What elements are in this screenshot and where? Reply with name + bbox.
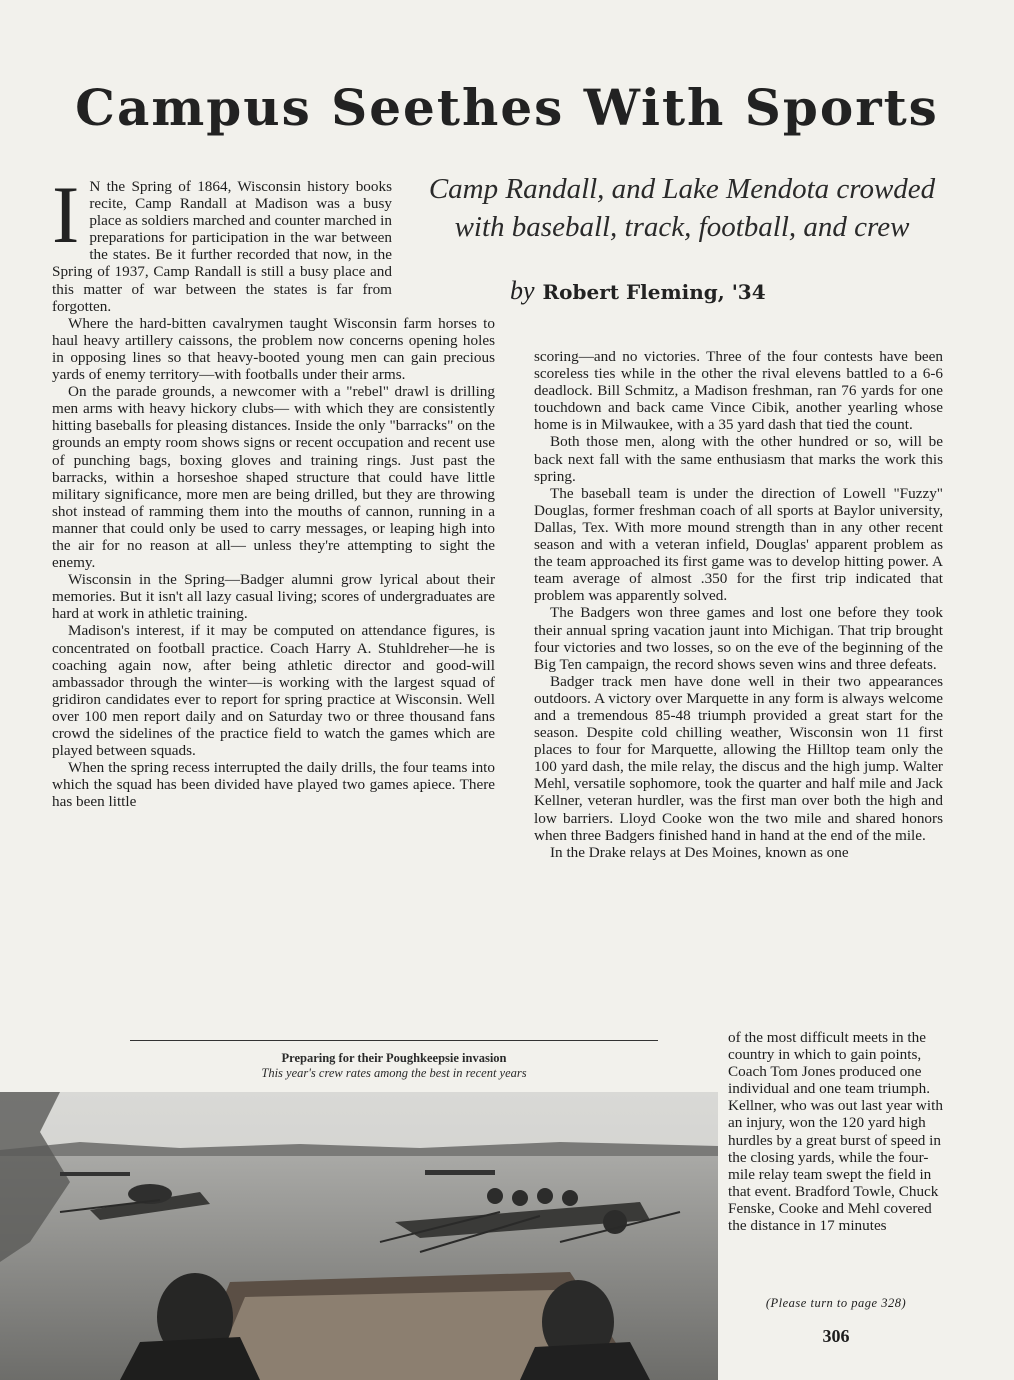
paragraph-2: Where the hard-bitten cavalrymen taught Wisconsin farm horses to haul heavy artillery caissons, the problem now concerns opening holes in opposing lines so that heavy-booted young men can gain precious yards of enemy territory—with footballs under their arms. bbox=[52, 314, 495, 384]
wrap-paragraph: of the most difficult meets in the country in which to gain points, Coach Tom Jones produced one individual and one team triumph. Kellner, who was out last year with an injury, won the 120 yard high hurdles by a great burst of speed in the closing yards, while the four-mile relay team swept the field in that event. Bradford Towle, Chuck Fenske, Cooke and Mehl covered the distance in 17 minutes bbox=[728, 1029, 943, 1235]
byline-author: Robert Fleming, '34 bbox=[542, 280, 766, 304]
drop-cap: I bbox=[52, 169, 80, 260]
caption-rule bbox=[130, 1040, 658, 1041]
photo-caption-title: Preparing for their Poughkeepsie invasion bbox=[281, 1051, 507, 1065]
photo-caption-subtitle: This year's crew rates among the best in recent years bbox=[261, 1066, 527, 1080]
continued-note: (Please turn to page 328) bbox=[765, 1296, 907, 1310]
paragraph-3: On the parade grounds, a newcomer with a "rebel" drawl is drilling men arms with heavy hickory clubs— with which they are consistently hitting baseballs for pleasing distances. Inside the only "barracks" on the grounds an empty room shows signs or recent occupation and recent use of punching bags, boxing gloves and training rings. Just past the barracks, within a horseshoe shaped structure that could have little military significance, more men are being drilled, but they are throwing shot instead of ramming them into the mouths of cannon, running in a manner that could only be used to carry messages, or leaping high into the air for no reason at all— unless they're attempting to sight the enemy. bbox=[52, 383, 495, 572]
paragraph-6: When the spring recess interrupted the daily drills, the four teams into which the squad has been divided have played two games apiece. There has been little bbox=[52, 759, 495, 811]
left-column bbox=[52, 169, 495, 811]
byline bbox=[510, 276, 910, 306]
paragraph-9: The baseball team is under the direction of Lowell "Fuzzy" Douglas, former freshman coach of all sports at Baylor university, Dallas, Tex. With more mound strength than in any other recent season and with a veteran infield, Douglas' apparent problem as the team approached its first game was to develop hitting power. A team average of almost .350 for the first trip indicated that problem was apparently solved. bbox=[534, 484, 943, 605]
right-column bbox=[534, 348, 943, 861]
paragraph-10: The Badgers won three games and lost one before they took their annual spring vacation jaunt into Michigan. That trip brought four victories and two losses, so on the eve of the beginning of the Big Ten campaign, the record shows seven wins and three defeats. bbox=[534, 604, 943, 673]
paragraph-1: I N the Spring of 1864, Wisconsin history books recite, Camp Randall at Madison was a busy place as soldiers marched and counter marched in preparations for participation in the war between the states. Be it further recorded that now, in the Spring of 1937, Camp Randall is still a busy place and this matter of war between the states is far from forgotten. bbox=[52, 169, 392, 315]
subtitle-line-1: Camp Randall, and Lake Mendota crowded bbox=[428, 173, 936, 205]
byline-prefix: by bbox=[510, 276, 535, 305]
paragraph-4: Wisconsin in the Spring—Badger alumni grow lyrical about their memories. But it isn't all lazy casual living; scores of undergraduates are hard at work in athletic training. bbox=[52, 571, 495, 623]
article-title: Campus Seethes With Sports bbox=[75, 78, 939, 137]
paragraph-12: In the Drake relays at Des Moines, known as one bbox=[550, 843, 849, 861]
paragraph-5: Madison's interest, if it may be computed on attendance figures, is concentrated on football practice. Coach Harry A. Stuhldreher—he is coaching again now, after being athletic director and good-will ambassador through the winter—is working with the largest squad of gridiron candidates ever to report for spring practice at Wisconsin. Well over 100 men report daily and on Saturday two or three thousand fans crowd the sidelines of the practice field to watch the games which are played between squads. bbox=[52, 622, 495, 760]
page-number: 306 bbox=[822, 1326, 850, 1346]
paragraph-8: Both those men, along with the other hundred or so, will be back next fall with the same enthusiasm that marks the work this spring. bbox=[534, 433, 943, 485]
paragraph-7: scoring—and no victories. Three of the four contests have been scoreless ties while in the other the rival elevens battled to a 6-6 deadlock. Bill Schmitz, a Madison freshman, ran 76 yards for one touchdown and back came Vince Cibik, another yearling whose home is in Milwaukee, with a 35 yard dash that tied the count. bbox=[534, 348, 943, 434]
paragraph-11: Badger track men have done well in their two appearances outdoors. A victory over Marquette in any form is always welcome and a tremendous 85-48 triumph provided a great start for the season. Despite cold chilling weather, Wisconsin won 11 first places to four for Marquette, allowing the Hilltop team only the 100 yard dash, the mile relay, the discus and the high jump. Walter Mehl, versatile sophomore, took the quarter and half mile and Jack Kellner, veteran hurdler, was the first man over both the high and low barriers. Lloyd Cooke won the two mile and shared honors when three Badgers finished hand in hand at the end of the mile. bbox=[534, 672, 943, 844]
crew-rowing-photo bbox=[0, 1092, 718, 1380]
subtitle-line-2: with baseball, track, football, and crew bbox=[454, 211, 910, 243]
